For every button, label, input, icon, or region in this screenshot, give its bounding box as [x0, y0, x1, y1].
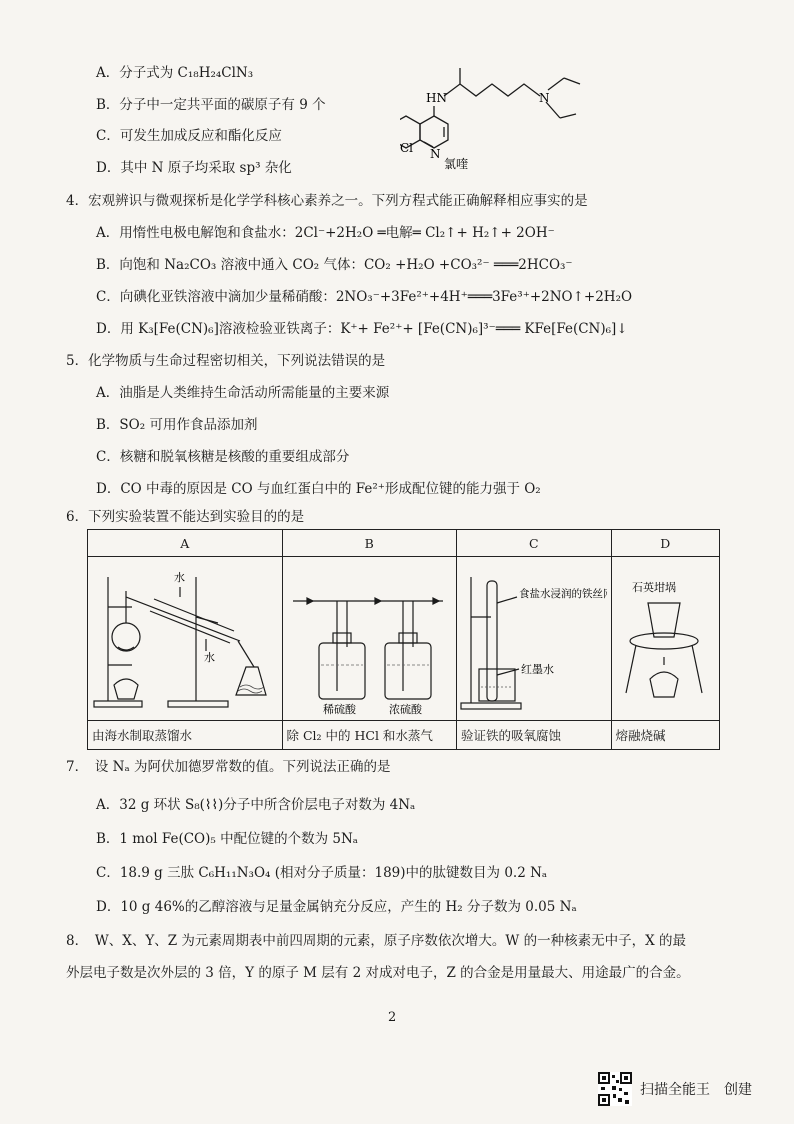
dilute-acid-label: 稀硫酸: [322, 703, 356, 716]
gas-washing-apparatus: [283, 557, 453, 717]
apparatus-d: [611, 557, 720, 721]
q7-option-a: A．32 g 环状 S₈(⌇⌇)分子中所含价层电子对数为 4Nₐ: [96, 797, 416, 813]
qr-code-icon: [598, 1072, 632, 1106]
q6-stem: 6．下列实验装置不能达到实验目的的是: [66, 509, 305, 525]
structure-name: 氯喹: [444, 157, 469, 171]
scanner-watermark: [598, 1072, 752, 1106]
iron-corrosion-apparatus: [457, 557, 607, 717]
q3-option-d: D．其中 N 原子均采取 sp³ 杂化: [96, 160, 292, 176]
amine-n-label: N: [539, 91, 550, 105]
crucible-label: 石英坩埚: [631, 581, 676, 594]
q8-line-2: 外层电子数是次外层的 3 倍，Y 的原子 M 层有 2 对成对电子，Z 的合金是用量最大、用途最广的合金。: [66, 965, 690, 981]
caption-b: 除 Cl₂ 中的 HCl 和水蒸气: [282, 721, 457, 750]
q4-stem: 4．宏观辨识与微观探析是化学学科核心素养之一。下列方程式能正确解释相应事实的是: [66, 193, 588, 209]
iron-mesh-label: 食盐水浸润的铁丝网: [519, 588, 607, 600]
page-number: 2: [388, 1010, 397, 1025]
q7-option-d: D．10 g 46%的乙醇溶液与足量金属钠充分反应，产生的 H₂ 分子数为 0.05 Nₐ: [96, 899, 577, 915]
q3-option-b: B．分子中一定共平面的碳原子有 9 个: [96, 97, 326, 113]
header-b: B: [282, 530, 457, 557]
crucible-apparatus: [612, 557, 716, 717]
distillation-apparatus: [88, 557, 278, 717]
header-c: C: [457, 530, 612, 557]
q5-option-c: C．核糖和脱氧核糖是核酸的重要组成部分: [96, 449, 350, 465]
q7-stem: 7． 设 Nₐ 为阿伏加德罗常数的值。下列说法正确的是: [66, 759, 391, 775]
water-outlet-label: 水: [204, 651, 215, 664]
apparatus-table: [87, 529, 720, 750]
q4-option-d: D．用 K₃[Fe(CN)₆]溶液检验亚铁离子：K⁺+ Fe²⁺+ [Fe(CN)₆]³⁻═══ KFe[Fe(CN)₆]↓: [96, 321, 628, 337]
q3-option-a: A．分子式为 C₁₈H₂₄ClN₃: [96, 65, 254, 81]
water-inlet-label: 水: [174, 571, 185, 584]
conc-acid-label: 浓硫酸: [388, 703, 422, 716]
header-a: A: [88, 530, 283, 557]
q5-option-b: B．SO₂ 可用作食品添加剂: [96, 417, 258, 433]
hn-label: HN: [426, 91, 447, 105]
scanner-text: 扫描全能王 创建: [640, 1082, 752, 1098]
q4-option-b: B．向饱和 Na₂CO₃ 溶液中通入 CO₂ 气体：CO₂ +H₂O +CO₃²⁻ ═══2HCO₃⁻: [96, 257, 573, 273]
caption-d: 熔融烧碱: [611, 721, 720, 750]
q5-stem: 5．化学物质与生命过程密切相关，下列说法错误的是: [66, 353, 386, 369]
q8-line-1: 8． W、X、Y、Z 为元素周期表中前四周期的元素，原子序数依次增大。W 的一种核素无中子，X 的最: [66, 933, 686, 949]
apparatus-b: [282, 557, 457, 721]
apparatus-c: [457, 557, 612, 721]
caption-c: 验证铁的吸氧腐蚀: [457, 721, 612, 750]
red-ink-label: 红墨水: [521, 663, 554, 676]
q3-option-c: C．可发生加成反应和酯化反应: [96, 128, 282, 144]
q7-option-b: B．1 mol Fe(CO)₅ 中配位键的个数为 5Nₐ: [96, 831, 358, 847]
apparatus-a: [88, 557, 283, 721]
header-d: D: [611, 530, 720, 557]
q4-option-a: A．用惰性电极电解饱和食盐水：2Cl⁻+2H₂O ═电解═ Cl₂↑+ H₂↑+ 2OH⁻: [96, 225, 555, 241]
q5-option-a: A．油脂是人类维持生命活动所需能量的主要来源: [96, 385, 390, 401]
chloroquine-structure: [400, 44, 600, 174]
cl-label: Cl: [400, 141, 414, 155]
q4-option-c: C．向碘化亚铁溶液中滴加少量稀硝酸：2NO₃⁻+3Fe²⁺+4H⁺═══3Fe³⁺+2NO↑+2H₂O: [96, 289, 633, 305]
ring-n-label: N: [430, 147, 441, 161]
q7-option-c: C．18.9 g 三肽 C₆H₁₁N₃O₄ (相对分子质量：189)中的肽键数目为 0.2 Nₐ: [96, 865, 548, 881]
q5-option-d: D．CO 中毒的原因是 CO 与血红蛋白中的 Fe²⁺形成配位键的能力强于 O₂: [96, 481, 541, 497]
caption-a: 由海水制取蒸馏水: [88, 721, 283, 750]
